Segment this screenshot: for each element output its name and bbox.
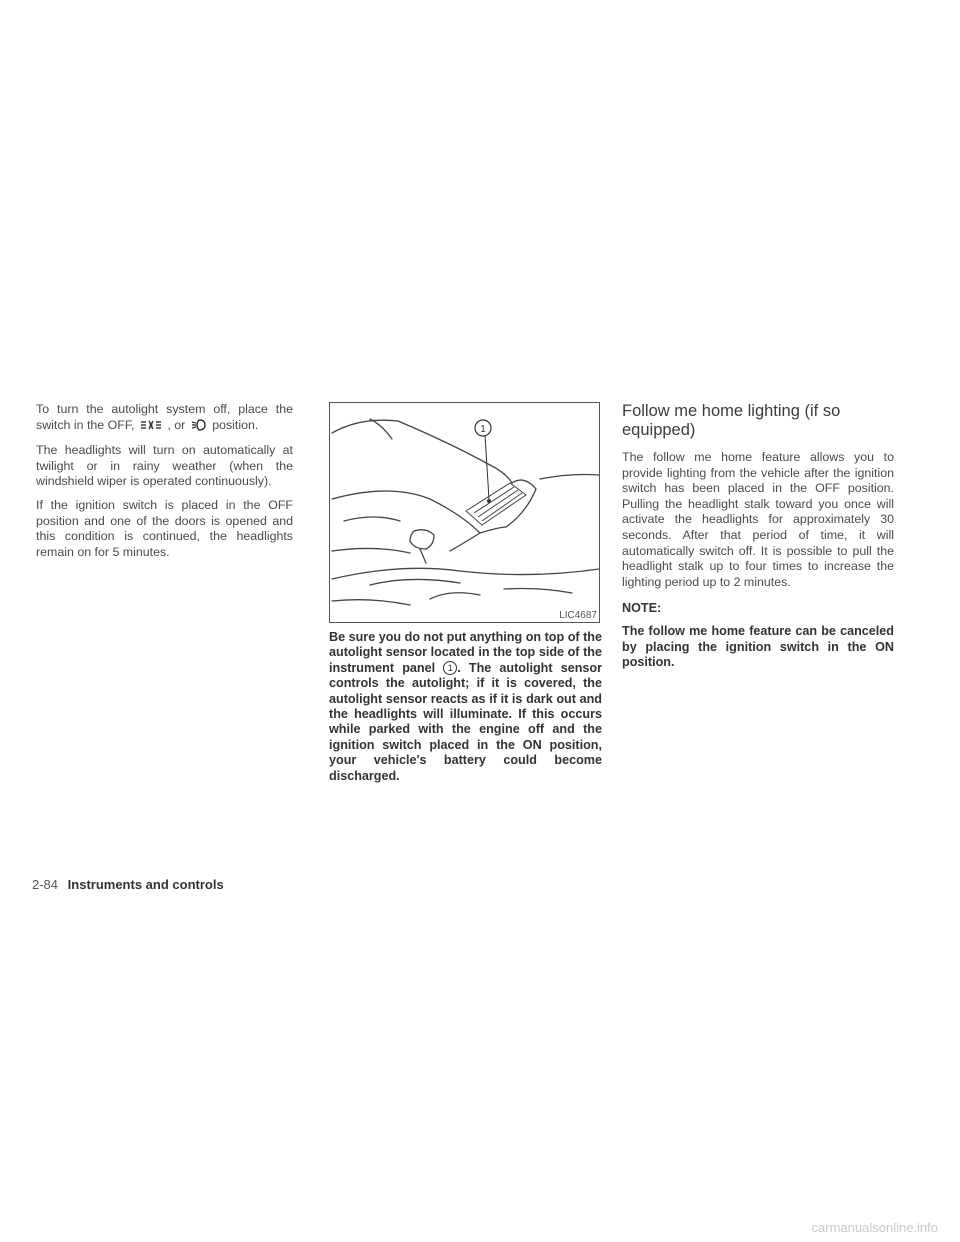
para1-text-or: , or	[167, 417, 186, 432]
para1-text-b: position.	[212, 417, 259, 432]
page-number: 2-84	[32, 877, 59, 892]
section-body: The follow me home feature allows you to provide lighting from the vehicle after the ignition switch has been placed in the OFF position. Pulling the headlight stalk toward you once will activate the headlights for approximately 30 seconds. After that period of time, it will automatically switch off. It is possible to pull the headlight stalk up to four times to increase the lighting period up to 2 minutes.	[622, 450, 894, 589]
headlights-auto-paragraph: The headlights will turn on automatically at twilight or in rainy weather (when the windshield wiper is operated continuously).	[36, 443, 293, 489]
parking-light-icon	[140, 419, 162, 436]
page-footer	[32, 877, 224, 892]
headlight-icon	[191, 419, 207, 436]
section-title: Follow me home lighting (if so equipped)	[622, 402, 841, 439]
warning-text-b: . The autolight sensor controls the autolight; if it is covered, the autolight sensor reacts as if it is dark out and the headlights will illuminate. If this occurs while parked with the engine off and the ignition switch placed in the ON position, your vehicle's battery could become discharged.	[329, 660, 602, 783]
autolight-off-paragraph	[36, 402, 293, 435]
dashboard-illustration	[330, 403, 599, 622]
left-column	[36, 402, 293, 568]
note-label: NOTE:	[622, 601, 662, 616]
ignition-off-paragraph: If the ignition switch is placed in the OFF position and one of the doors is opened and this condition is continued, the headlights remain on for 5 minutes.	[36, 497, 293, 559]
sensor-warning	[329, 630, 602, 784]
note-text: The follow me home feature can be canceled by placing the ignition switch in the ON position.	[622, 624, 894, 670]
para1-text-a: To turn the autolight system off, place the switch in the OFF,	[36, 402, 293, 432]
watermark: carmanualsonline.info	[811, 1220, 938, 1235]
autolight-sensor-figure	[329, 402, 600, 623]
section-name: Instruments and controls	[67, 877, 224, 892]
figure-code: LIC4687	[559, 610, 597, 621]
warning-text-a: Be sure you do not put anything on top of the autolight sensor located in the top side of the instrument panel	[329, 630, 602, 675]
callout-number: 1	[480, 424, 486, 435]
callout-marker: 1	[443, 661, 457, 675]
middle-column	[329, 402, 602, 784]
right-column	[622, 402, 894, 671]
